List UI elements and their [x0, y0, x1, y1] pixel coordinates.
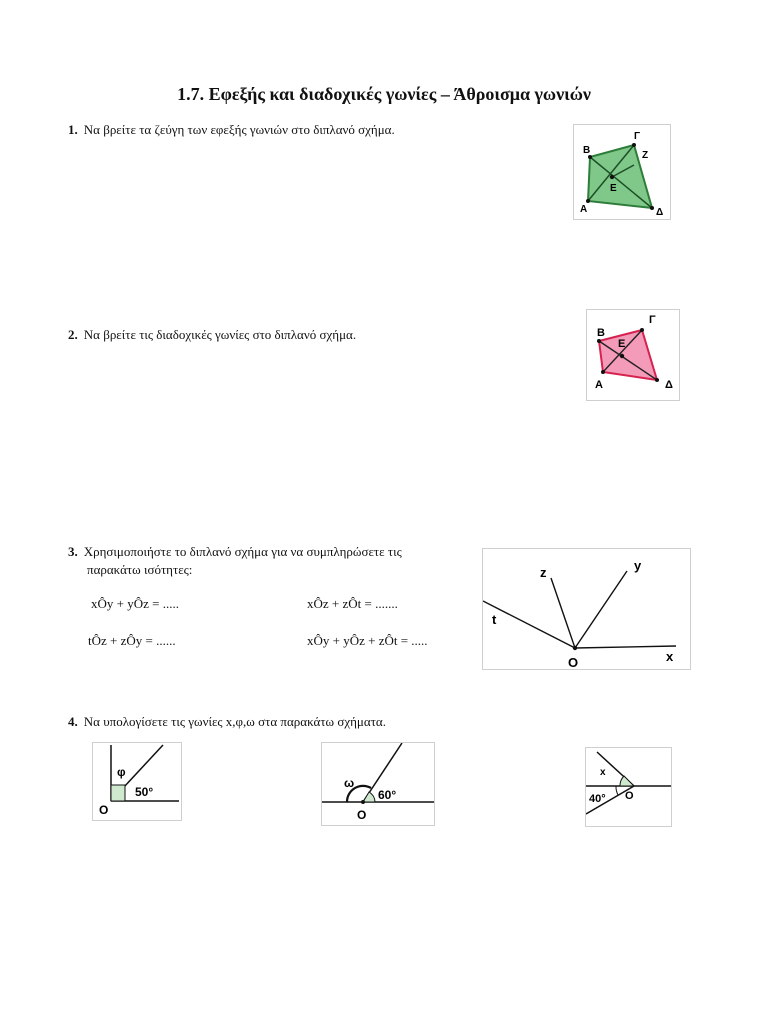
- fig1-label-a: Α: [580, 204, 588, 215]
- question-1-number: 1.: [68, 122, 78, 137]
- figure-3-rays: [482, 548, 691, 670]
- fig4a-angle-value: 50°: [135, 785, 154, 799]
- question-1: [68, 121, 395, 139]
- question-3-number: 3.: [68, 544, 78, 559]
- question-4-number: 4.: [68, 714, 78, 729]
- question-3: [68, 543, 402, 579]
- equation-2: xÔz + zÔt = .......: [307, 596, 398, 611]
- fig4a-vertex-label: O: [99, 803, 109, 817]
- fig1-label-e: Ε: [610, 183, 617, 194]
- fig2-label-d: Δ: [665, 379, 673, 391]
- fig3-label-y: y: [634, 558, 642, 573]
- figure-4c-angle-x: [585, 747, 672, 827]
- figure-2-kite: [586, 309, 680, 401]
- fig2-label-b: Β: [597, 327, 605, 339]
- fig1-label-d: Δ: [656, 207, 664, 218]
- fig2-label-g: Γ: [649, 314, 656, 326]
- fig3-label-z: z: [540, 565, 547, 580]
- fig1-label-b: Β: [583, 145, 591, 156]
- equation-3: tÔz + zÔy = ......: [88, 633, 176, 648]
- question-2: [68, 326, 356, 344]
- figure-4a-angle-phi: [92, 742, 182, 821]
- fig4c-angle-label-x: x: [600, 767, 606, 778]
- question-2-text: Να βρείτε τις διαδοχικές γωνίες στο διπλανό σχήμα.: [83, 327, 357, 342]
- fig4c-vertex-label: O: [625, 790, 634, 802]
- fig2-label-a: Α: [595, 379, 603, 391]
- equation-4: xÔy + yÔz + zÔt = .....: [307, 633, 428, 648]
- fig4b-angle-value: 60°: [378, 788, 397, 802]
- question-4-text: Να υπολογίσετε τις γωνίες x,φ,ω στα παρακάτω σχήματα.: [83, 714, 386, 729]
- page-title: 1.7. Εφεξής και διαδοχικές γωνίες – Άθροισμα γωνιών: [177, 84, 591, 104]
- fig3-label-t: t: [492, 612, 497, 627]
- question-4: [68, 713, 386, 731]
- fig2-label-e: Ε: [618, 338, 626, 350]
- fig4b-angle-label-omega: ω: [344, 776, 355, 790]
- question-3-text-line2: παρακάτω ισότητες:: [87, 562, 193, 577]
- question-3-text-line1: Χρησιμοποιήστε το διπλανό σχήμα για να συμπληρώσετε τις: [83, 544, 402, 559]
- fig1-label-z: Z: [642, 150, 649, 161]
- question-1-text: Να βρείτε τα ζεύγη των εφεξής γωνιών στο διπλανό σχήμα.: [83, 122, 395, 137]
- fig4c-angle-value: 40°: [589, 793, 606, 805]
- fig4b-vertex-label: O: [357, 808, 367, 822]
- figure-1-kite: [573, 124, 671, 220]
- fig1-label-g: Γ: [634, 131, 641, 142]
- figure-4b-angle-omega: [321, 742, 435, 826]
- question-2-number: 2.: [68, 327, 78, 342]
- equation-1: xÔy + yÔz = .....: [91, 596, 179, 611]
- fig3-label-x: x: [666, 649, 674, 664]
- fig3-label-o: O: [568, 655, 579, 669]
- fig4a-angle-label-phi: φ: [117, 765, 126, 779]
